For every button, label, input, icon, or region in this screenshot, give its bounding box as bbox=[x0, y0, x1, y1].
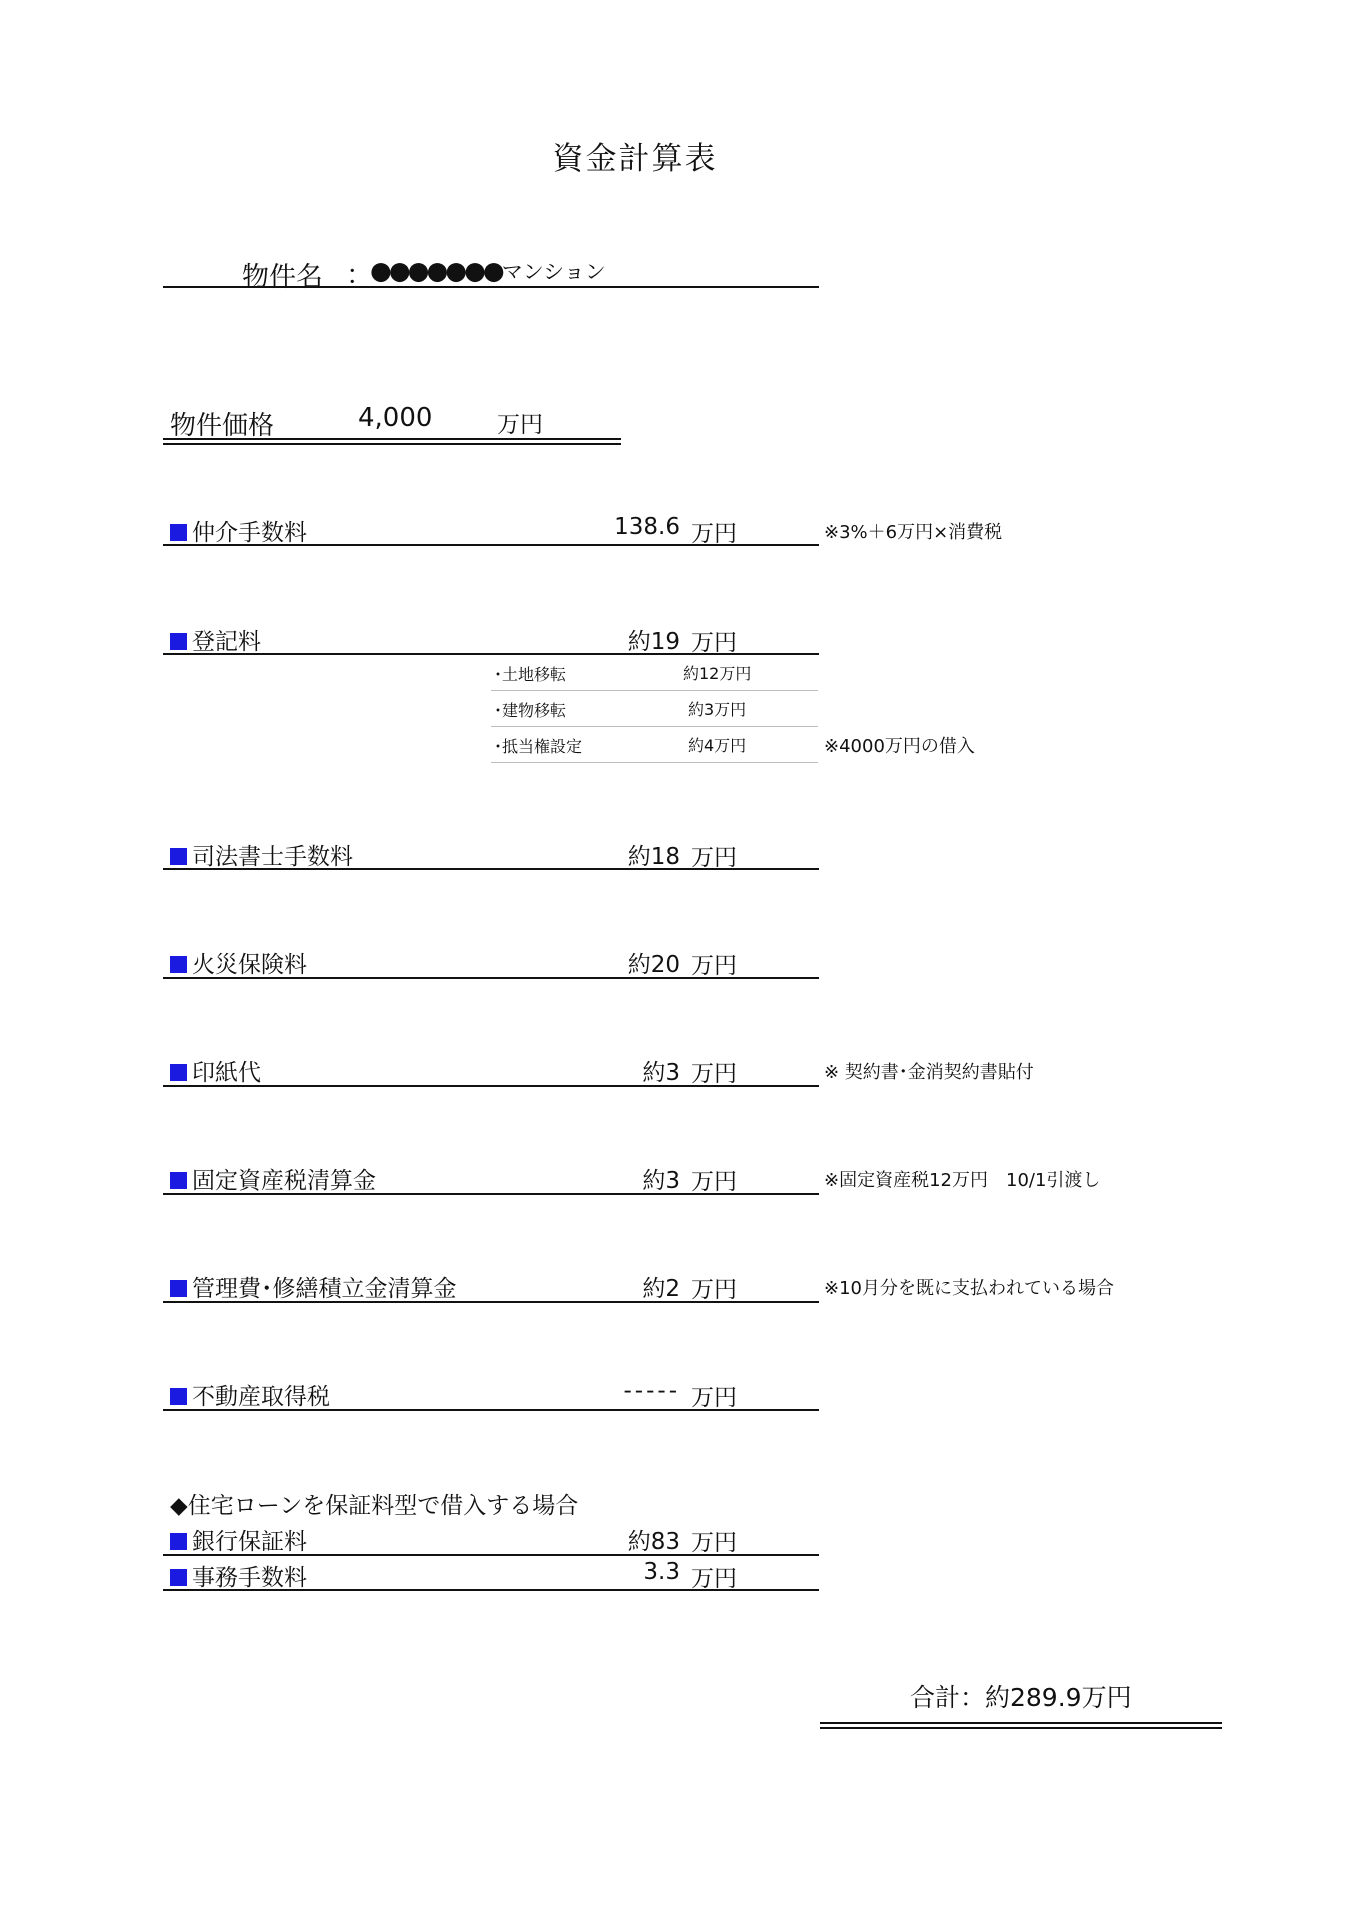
item-unit: 万円 bbox=[691, 630, 737, 656]
property-name-value bbox=[370, 256, 606, 286]
loan-item-amount: 約83 bbox=[627, 1529, 680, 1555]
loan-item-label-text: 事務手数料 bbox=[192, 1565, 307, 1591]
breakdown-label: ･抵当権設定 bbox=[494, 737, 583, 756]
blue-square-icon bbox=[170, 956, 187, 973]
item-label bbox=[170, 623, 261, 656]
blue-square-icon bbox=[170, 524, 187, 541]
item-underline bbox=[163, 1301, 819, 1303]
loan-item-underline bbox=[163, 1589, 819, 1591]
item-unit: 万円 bbox=[691, 1169, 737, 1195]
loan-item-unit: 万円 bbox=[691, 1530, 737, 1556]
item-underline bbox=[163, 1193, 819, 1195]
item-amount: 138.6 bbox=[614, 514, 680, 540]
blue-square-icon bbox=[170, 1280, 187, 1297]
blue-square-icon bbox=[170, 1533, 187, 1550]
item-label bbox=[170, 1378, 330, 1411]
item-unit: 万円 bbox=[691, 1385, 737, 1411]
item-note: ※10月分を既に支払われている場合 bbox=[824, 1278, 1114, 1299]
blue-square-icon bbox=[170, 848, 187, 865]
price-label: 物件価格 bbox=[170, 411, 275, 441]
blue-square-icon bbox=[170, 633, 187, 650]
breakdown-divider bbox=[491, 762, 818, 763]
item-label bbox=[170, 946, 307, 979]
item-amount: 約3 bbox=[642, 1060, 680, 1086]
property-name-suffix: マンション bbox=[501, 260, 606, 284]
item-underline bbox=[163, 977, 819, 979]
breakdown-label: ･建物移転 bbox=[494, 701, 567, 720]
property-name-colon: ： bbox=[346, 260, 373, 291]
item-unit: 万円 bbox=[691, 845, 737, 871]
item-label-text: 司法書士手数料 bbox=[192, 844, 353, 870]
item-amount: 約2 bbox=[642, 1276, 680, 1302]
breakdown-value: 約4万円 bbox=[688, 736, 747, 755]
breakdown-divider bbox=[491, 690, 818, 691]
breakdown-value: 約12万円 bbox=[683, 664, 752, 683]
total-double-underline bbox=[820, 1722, 1222, 1729]
loan-heading bbox=[170, 1487, 578, 1520]
item-label bbox=[170, 514, 307, 547]
loan-item-label bbox=[170, 1523, 307, 1556]
item-unit: 万円 bbox=[691, 521, 737, 547]
property-name-label: 物件名 bbox=[242, 262, 323, 293]
breakdown-divider bbox=[491, 726, 818, 727]
loan-item-label-text: 銀行保証料 bbox=[192, 1529, 307, 1555]
item-label-text: 不動産取得税 bbox=[192, 1384, 330, 1410]
price-double-underline bbox=[163, 438, 621, 445]
item-unit: 万円 bbox=[691, 1061, 737, 1087]
black-diamond-icon: ◆ bbox=[170, 1493, 188, 1519]
item-label bbox=[170, 1054, 261, 1087]
item-label-text: 火災保険料 bbox=[192, 952, 307, 978]
property-name-underline bbox=[163, 286, 819, 288]
item-label-text: 仲介手数料 bbox=[192, 520, 307, 546]
price-unit: 万円 bbox=[497, 412, 543, 438]
blue-square-icon bbox=[170, 1569, 187, 1586]
item-underline bbox=[163, 1085, 819, 1087]
total-amount: 合計：約289.9万円 bbox=[910, 1683, 1132, 1712]
page-title: 資金計算表 bbox=[552, 141, 718, 177]
item-label bbox=[170, 838, 353, 871]
item-note: ※ 契約書･金消契約書貼付 bbox=[824, 1062, 1034, 1083]
price-value: 4,000 bbox=[358, 403, 433, 433]
item-label-text: 登記料 bbox=[192, 629, 261, 655]
breakdown-label: ･土地移転 bbox=[494, 665, 567, 684]
property-name-masked: ●●●●●●● bbox=[370, 256, 502, 285]
item-label bbox=[170, 1270, 457, 1303]
item-unit: 万円 bbox=[691, 1277, 737, 1303]
loan-item-label bbox=[170, 1559, 307, 1592]
item-amount: ----- bbox=[623, 1378, 680, 1404]
item-underline bbox=[163, 544, 819, 546]
loan-item-amount: 3.3 bbox=[643, 1559, 680, 1585]
item-unit: 万円 bbox=[691, 953, 737, 979]
item-label-text: 印紙代 bbox=[192, 1060, 261, 1086]
loan-item-underline bbox=[163, 1554, 819, 1556]
blue-square-icon bbox=[170, 1388, 187, 1405]
item-underline bbox=[163, 1409, 819, 1411]
blue-square-icon bbox=[170, 1172, 187, 1189]
item-note: ※3%＋6万円×消費税 bbox=[824, 522, 1003, 543]
item-underline bbox=[163, 868, 819, 870]
item-note: ※固定資産税12万円 10/1引渡し bbox=[824, 1170, 1101, 1191]
loan-heading-text: 住宅ローンを保証料型で借入する場合 bbox=[187, 1493, 579, 1519]
breakdown-note: ※4000万円の借入 bbox=[824, 736, 975, 757]
blue-square-icon bbox=[170, 1064, 187, 1081]
breakdown-value: 約3万円 bbox=[688, 700, 747, 719]
item-label-text: 管理費･修繕積立金清算金 bbox=[192, 1276, 457, 1302]
item-amount: 約20 bbox=[627, 952, 680, 978]
item-label-text: 固定資産税清算金 bbox=[192, 1168, 376, 1194]
item-underline bbox=[163, 653, 819, 655]
loan-item-unit: 万円 bbox=[691, 1566, 737, 1592]
item-label bbox=[170, 1162, 376, 1195]
item-amount: 約3 bbox=[642, 1168, 680, 1194]
item-amount: 約18 bbox=[627, 844, 680, 870]
item-amount: 約19 bbox=[627, 629, 680, 655]
